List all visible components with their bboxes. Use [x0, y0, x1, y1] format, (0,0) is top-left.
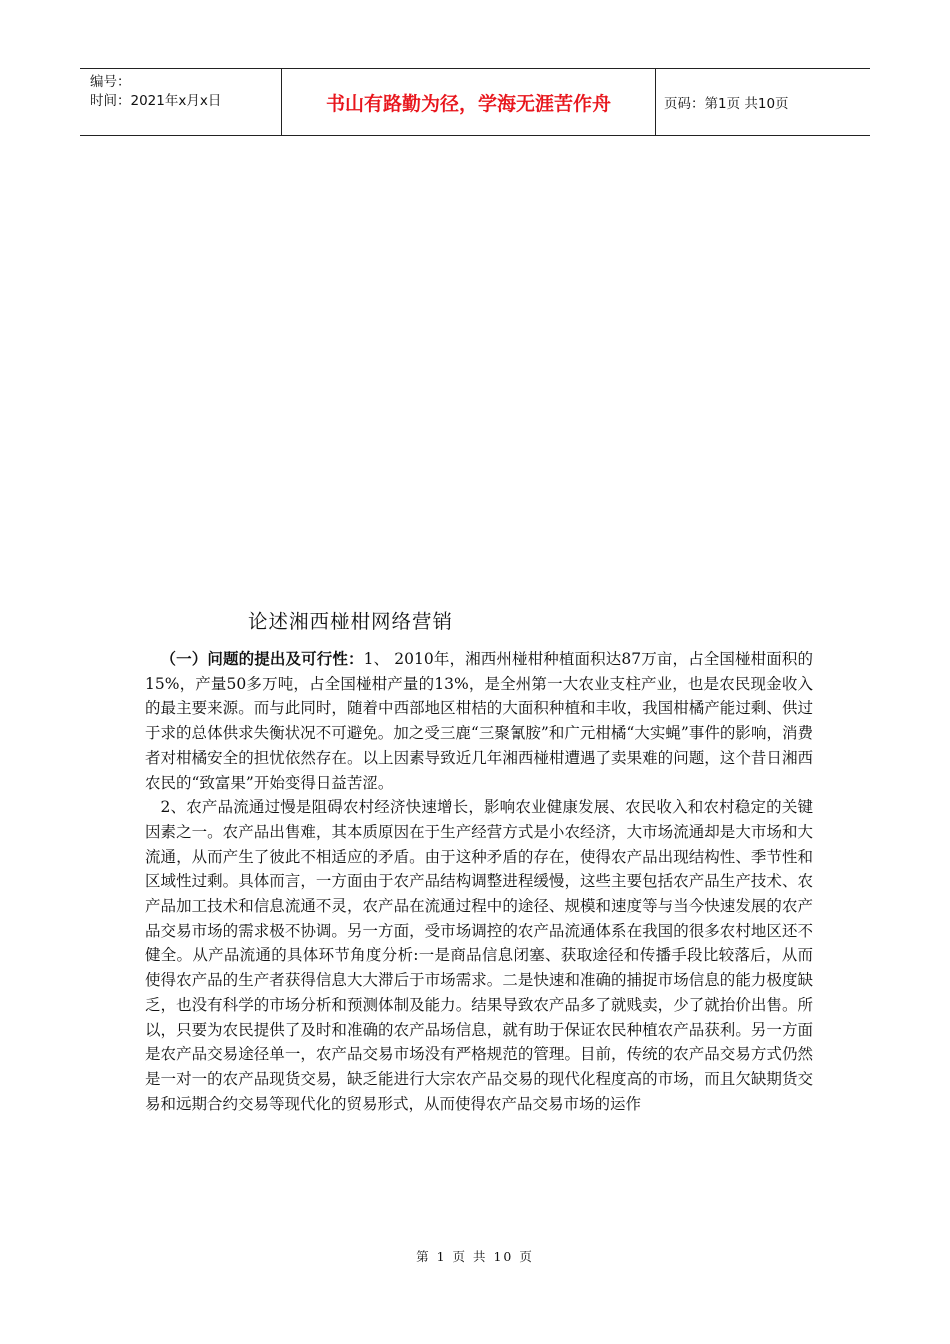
article-body [145, 647, 813, 1116]
page-footer: 第 1 页 共 10 页 [416, 1249, 534, 1264]
section-heading: （一）问题的提出及可行性： [160, 649, 364, 668]
page-header [80, 68, 870, 136]
document-number-label: 编号： [90, 74, 131, 90]
document-date: 时间：2021年x月x日 [90, 93, 222, 109]
paragraph-1 [145, 647, 813, 795]
header-meta [80, 69, 282, 135]
article-title: 论述湘西椪柑网络营销 [248, 610, 454, 633]
header-motto: 书山有路勤为径，学海无涯苦作舟 [282, 69, 656, 135]
header-page-info: 页码：第1页 共10页 [664, 96, 789, 112]
paragraph-2: 2、农产品流通过慢是阻碍农村经济快速增长，影响农业健康发展、农民收入和农村稳定的关键因素之一。农产品出售难，其本质原因在于生产经营方式是小农经济，大市场流通却是大市场和大流通，从而产生了彼此不相适应的矛盾。由于这种矛盾的存在，使得农产品出现结构性、季节性和区域性过剩。具体而言，一方面由于农产品结构调整进程缓慢，这些主要包括农产品生产技术、农产品加工技术和信息流通不灵，农产品在流通过程中的途径、规模和速度等与当今快速发展的农产品交易市场的需求极不协调。另一方面，受市场调控的农产品流通体系在我国的很多农村地区还不健全。从产品流通的具体环节角度分析:一是商品信息闭塞、获取途径和传播手段比较落后，从而使得农产品的生产者获得信息大大滞后于市场需求。二是快速和准确的捕捉市场信息的能力极度缺乏，也没有科学的市场分析和预测体制及能力。结果导致农产品多了就贱卖，少了就抬价出售。所以，只要为农民提供了及时和准确的农产品场信息，就有助于保证农民种植农产品获利。另一方面是农产品交易途径单一，农产品交易市场没有严格规范的管理。目前，传统的农产品交易方式仍然是一对一的农产品现货交易，缺乏能进行大宗农产品交易的现代化程度高的市场，而且欠缺期货交易和远期合约交易等现代化的贸易形式，从而使得农产品交易市场的运作 [145, 798, 813, 1113]
paragraph-1-text: 1、 2010年，湘西州椪柑种植面积达87万亩，占全国椪柑面积的15%，产量50多万吨，占全国椪柑产量的13%，是全州第一大农业支柱产业，也是农民现金收入的最主要来源。而与此同时，随着中西部地区柑桔的大面积种植和丰收，我国柑橘产能过剩、供过于求的总体供求失衡状况不可避免。加之受三鹿“三聚氰胺”和广元柑橘“大实蝇”事件的影响，消费者对柑橘安全的担忧依然存在。以上因素导致近几年湘西椪柑遭遇了卖果难的问题，这个昔日湘西农民的“致富果”开始变得日益苦涩。 [145, 650, 813, 792]
